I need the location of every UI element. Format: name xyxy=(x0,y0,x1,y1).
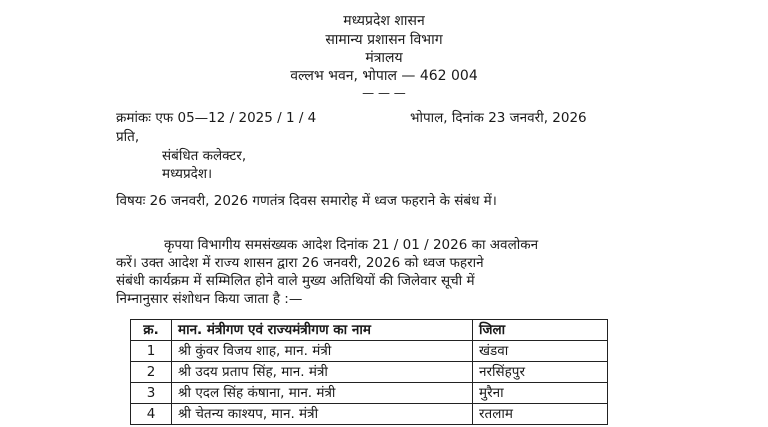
row-minister: श्री एदल सिंह कंषाना, मान. मंत्री xyxy=(172,383,473,404)
header-divider: — — — xyxy=(362,86,406,100)
table-header-row xyxy=(131,320,608,341)
row-district: मुरैना xyxy=(473,383,608,404)
col-minister-name: मान. मंत्रीगण एवं राज्यमंत्रीगण का नाम xyxy=(172,320,473,341)
col-serial: क्र. xyxy=(131,320,172,341)
row-minister: श्री चेतन्य काश्यप, मान. मंत्री xyxy=(172,404,473,425)
body-line-1: कृपया विभागीय समसंख्यक आदेश दिनांक 21 / 01 / 2026 का अवलोकन xyxy=(164,237,539,253)
row-district: नरसिंहपुर xyxy=(473,362,608,383)
table-row xyxy=(131,362,608,383)
row-serial: 2 xyxy=(131,362,172,383)
row-serial: 1 xyxy=(131,341,172,362)
col-district: जिला xyxy=(473,320,608,341)
row-district: खंडवा xyxy=(473,341,608,362)
row-minister: श्री कुंवर विजय शाह, मान. मंत्री xyxy=(172,341,473,362)
recipient: संबंधित कलेक्टर, xyxy=(162,148,247,164)
dept-state-name: मध्यप्रदेश शासन xyxy=(343,13,425,29)
body-line-2: करें। उक्त आदेश में राज्य शासन द्वारा 26 जनवरी, 2026 को ध्वज फहराने xyxy=(116,255,484,271)
reference-number: क्रमांकः एफ 05—12 / 2025 / 1 / 4 xyxy=(116,110,317,126)
place-date: भोपाल, दिनांक 23 जनवरी, 2026 xyxy=(410,110,587,126)
table-row xyxy=(131,404,608,425)
dept-name: सामान्य प्रशासन विभाग xyxy=(325,32,443,48)
table-row xyxy=(131,341,608,362)
row-serial: 4 xyxy=(131,404,172,425)
office-address: वल्लभ भवन, भोपाल — 462 004 xyxy=(290,68,478,84)
body-line-3: संबंधी कार्यक्रम में सम्मिलित होने वाले मुख्य अतिथियों की जिलेवार सूची में xyxy=(116,273,475,289)
minister-district-table xyxy=(130,319,608,425)
body-line-4: निम्नानुसार संशोधन किया जाता है :— xyxy=(116,291,303,307)
subject-line: विषयः 26 जनवरी, 2026 गणतंत्र दिवस समारोह में ध्वज फहराने के संबंध में। xyxy=(116,193,497,209)
to-prefix: प्रति, xyxy=(116,129,140,145)
row-district: रतलाम xyxy=(473,404,608,425)
table-row xyxy=(131,383,608,404)
office-name: मंत्रालय xyxy=(365,50,403,66)
row-minister: श्री उदय प्रताप सिंह, मान. मंत्री xyxy=(172,362,473,383)
row-serial: 3 xyxy=(131,383,172,404)
recipient-state: मध्यप्रदेश। xyxy=(162,166,213,182)
